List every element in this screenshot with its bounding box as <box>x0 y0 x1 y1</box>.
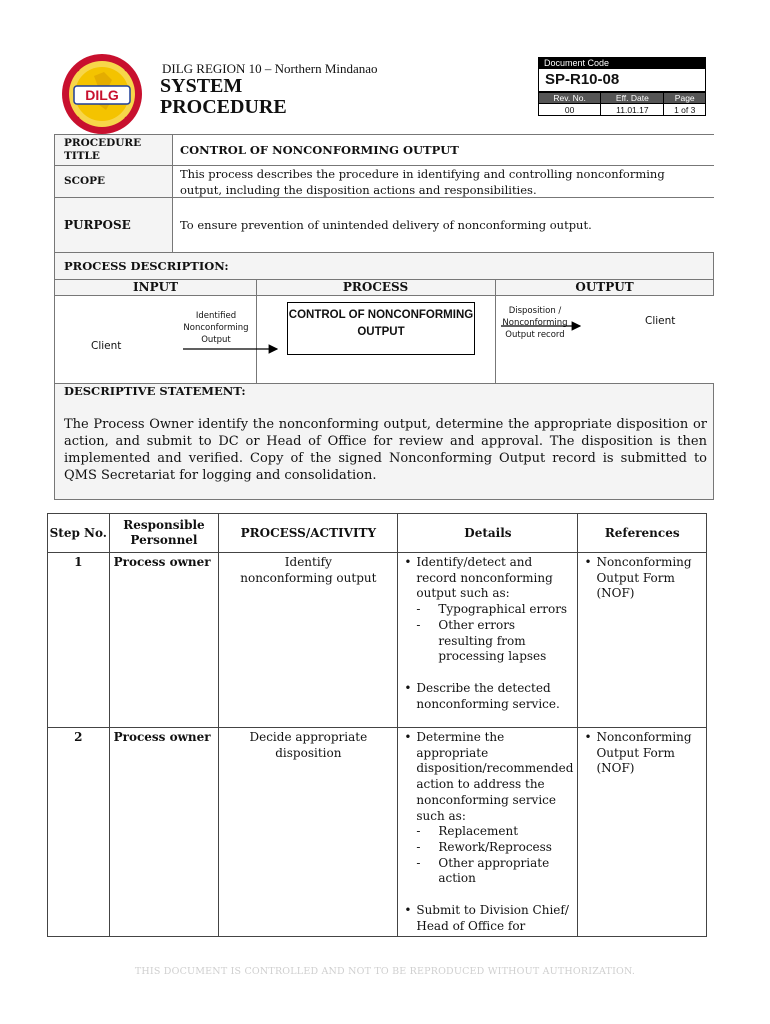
references-header: References <box>578 514 707 553</box>
rev-no-value: 00 <box>539 104 601 116</box>
process-activity: Identify nonconforming output <box>219 553 398 728</box>
revision-table <box>538 92 706 116</box>
procedure-title-value: CONTROL OF NONCONFORMING OUTPUT <box>180 143 459 157</box>
steps-table <box>47 513 707 937</box>
table-row <box>48 553 707 728</box>
document-type-title: SYSTEM PROCEDURE <box>160 75 287 118</box>
activity-header: PROCESS/ACTIVITY <box>219 514 398 553</box>
list-item: - Other appropriate action <box>416 856 573 887</box>
descriptive-statement-heading: DESCRIPTIVE STATEMENT: <box>64 384 246 398</box>
output-client: Client <box>645 315 676 327</box>
purpose-value: To ensure prevention of unintended delivery of nonconforming output. <box>180 218 592 232</box>
svg-text:DILG: DILG <box>85 87 119 103</box>
page-value: 1 of 3 <box>664 104 706 116</box>
eff-date-header: Eff. Date <box>601 93 664 104</box>
references-cell <box>578 728 707 937</box>
responsible-personnel: Process owner <box>109 728 219 937</box>
list-item: • Submit to Division Chief/ Head of Office for <box>402 903 573 934</box>
details-header: Details <box>398 514 578 553</box>
process-box: CONTROL OF NONCONFORMING OUTPUT <box>287 302 475 355</box>
list-item: • Determine the appropriate disposition/recommended action to address the nonconforming service such as: - Replacement - Rework/Reprocess - Other appropriate action <box>402 730 573 887</box>
list-item: - Other errors resulting from processing lapses <box>416 618 573 665</box>
process-description-heading: PROCESS DESCRIPTION: <box>64 259 229 273</box>
rev-no-header: Rev. No. <box>539 93 601 104</box>
dilg-logo <box>54 52 158 136</box>
step-number: 1 <box>48 553 110 728</box>
list-item: • Identify/detect and record nonconforming output such as: - Typographical errors - Other errors resulting from processing lapses <box>402 555 573 665</box>
eff-date-value: 11.01.17 <box>601 104 664 116</box>
output-header: OUTPUT <box>575 280 634 294</box>
input-client: Client <box>91 340 122 352</box>
list-item: - Replacement <box>416 824 573 840</box>
list-item: - Typographical errors <box>416 602 573 618</box>
details-cell <box>398 553 578 728</box>
page-header: Page <box>664 93 706 104</box>
references-cell <box>578 553 707 728</box>
input-label: Identified Nonconforming Output <box>183 311 249 345</box>
output-label: Disposition / Nonconforming Output record <box>502 306 568 340</box>
scope-value: This process describes the procedure in identifying and controlling nonconforming output, including the disposition actions and responsibilities. <box>180 167 665 197</box>
procedure-box <box>54 134 714 500</box>
region-name: DILG REGION 10 – Northern Mindanao <box>162 61 378 76</box>
descriptive-statement-text: The Process Owner identify the nonconforming output, determine the appropriate disposition or action, and submit to DC or Head of Office for review and approval. The disposition is then implemented and verified. Copy of the signed Nonconforming Output record is submitted to QMS Secretariat for logging and consolidation. <box>64 417 707 483</box>
procedure-title-label: PROCEDURE TITLE <box>64 137 142 162</box>
list-item: • Nonconforming Output Form (NOF) <box>582 555 702 602</box>
step-no-header: Step No. <box>48 514 110 553</box>
document-code-value: SP-R10-08 <box>538 69 706 92</box>
footer-notice: THIS DOCUMENT IS CONTROLLED AND NOT TO BE REPRODUCED WITHOUT AUTHORIZATION. <box>134 966 636 977</box>
scope-label: SCOPE <box>64 175 105 187</box>
list-item: • Describe the detected nonconforming service. <box>402 681 573 712</box>
details-cell <box>398 728 578 937</box>
personnel-header: Responsible Personnel <box>109 514 219 553</box>
table-row <box>48 728 707 937</box>
list-item: • Nonconforming Output Form (NOF) <box>582 730 702 777</box>
responsible-personnel: Process owner <box>109 553 219 728</box>
process-header: PROCESS <box>342 280 409 294</box>
list-item: - Rework/Reprocess <box>416 840 573 856</box>
flow-arrows <box>55 295 714 383</box>
document-code-label: Document Code <box>538 57 706 69</box>
process-activity: Decide appropriate disposition <box>219 728 398 937</box>
step-number: 2 <box>48 728 110 937</box>
input-header: INPUT <box>133 280 178 294</box>
purpose-label: PURPOSE <box>64 218 131 232</box>
document-code-block <box>538 57 706 116</box>
